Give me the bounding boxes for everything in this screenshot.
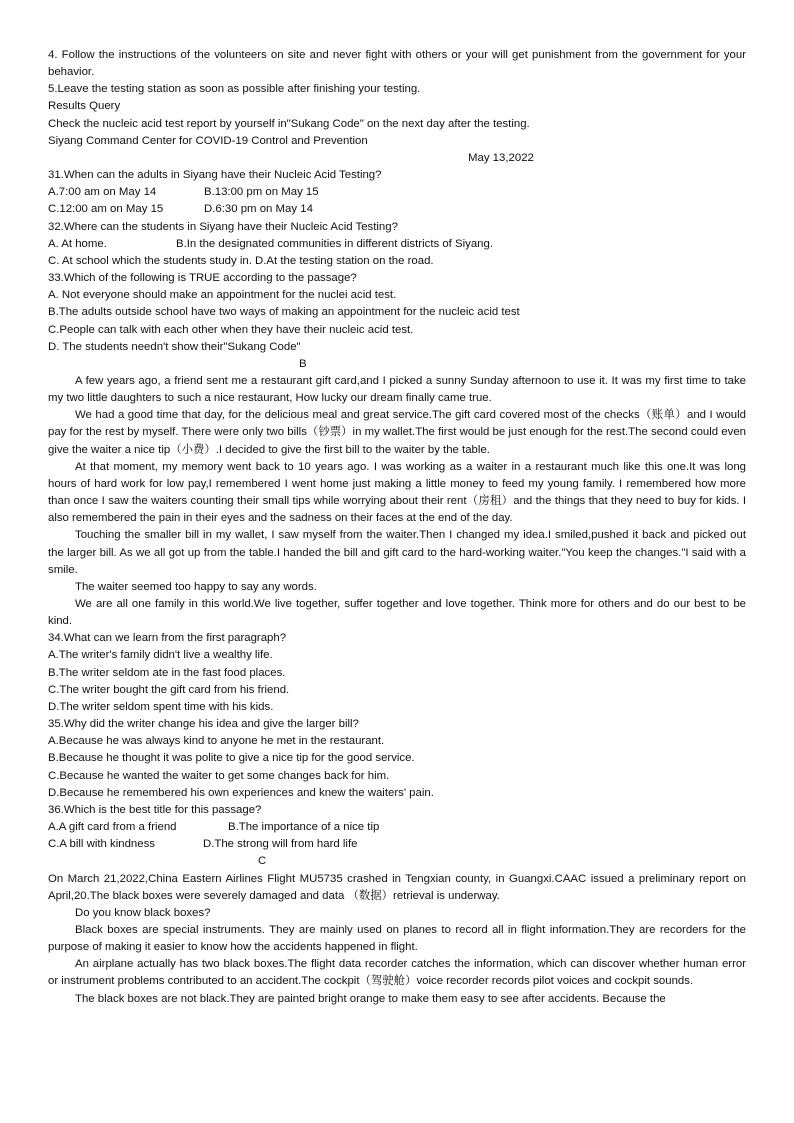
question-36-options-cd [48, 836, 746, 853]
option-34-d: D.The writer seldom spent time with his kids. [48, 700, 274, 713]
option-31-b: B.13:00 pm on May 15 [204, 186, 319, 199]
question-31-stem: 31.When can the adults in Siyang have their Nucleic Acid Testing? [48, 169, 382, 182]
results-text: Check the nucleic acid test report by yourself in"Sukang Code" on the next day after the testing. [48, 117, 530, 130]
passage-c-intro: On March 21,2022,China Eastern Airlines Flight MU5735 crashed in Tengxian county, in Guangxi.CAAC issued a preliminary report on April,20.The black boxes were severely damaged and data （数据）retrieval is underway. [48, 872, 746, 902]
option-34-b: B.The writer seldom ate in the fast food places. [48, 666, 286, 679]
question-32-stem: 32.Where can the students in Siyang have their Nucleic Acid Testing? [48, 220, 398, 233]
option-31-c: C.12:00 am on May 15 [48, 203, 164, 216]
option-33-c: C.People can talk with each other when they have their nucleic acid test. [48, 323, 414, 336]
option-33-a: A. Not everyone should make an appointment for the nuclei acid test. [48, 289, 397, 302]
option-36-b: B.The importance of a nice tip [228, 821, 380, 834]
notice-signature: Siyang Command Center for COVID-19 Control and Prevention [48, 134, 368, 147]
exam-page [48, 47, 746, 1008]
passage-c-label: C [258, 855, 267, 868]
passage-b-paragraph: Touching the smaller bill in my wallet, I saw myself from the waiter.Then I changed my idea.I smiled,pushed it back and picked out the larger bill. As we all got up from the table.I handed the bill and gift card to the hard-working waiter."You keep the changes."I said with a smile. [48, 529, 746, 576]
passage-c-paragraph: An airplane actually has two black boxes.The flight data recorder catches the information, which can discover whether human error or instrument problems contributed to an accident.The cockpit（驾驶舱）voice recorder records pilot voices and cockpit sounds. [48, 958, 746, 988]
option-33-b: B.The adults outside school have two ways of making an appointment for the nucleic acid test [48, 306, 520, 319]
notice-rule-5: 5.Leave the testing station as soon as possible after finishing your testing. [48, 83, 421, 96]
question-32-options-ab [48, 236, 746, 253]
option-34-c: C.The writer bought the gift card from his friend. [48, 683, 290, 696]
option-33-d: D. The students needn't show their"Sukang Code" [48, 340, 301, 353]
question-31-options-cd [48, 201, 746, 218]
results-heading: Results Query [48, 100, 121, 113]
question-35-stem: 35.Why did the writer change his idea and give the larger bill? [48, 718, 359, 731]
option-35-a: A.Because he was always kind to anyone he met in the restaurant. [48, 735, 385, 748]
option-34-a: A.The writer's family didn't live a wealthy life. [48, 649, 273, 662]
option-35-d: D.Because he remembered his own experiences and knew the waiters' pain. [48, 786, 434, 799]
passage-b-paragraph: We had a good time that day, for the delicious meal and great service.The gift card covered most of the checks（账单）and I would pay for the rest by myself. There were only two bills（钞票）in my wallet.The first would be just enough for the rest.The second could even give the waiter a nice tip（小费）.I decided to give the first bill to the waiter by the table. [48, 409, 746, 456]
question-33-stem: 33.Which of the following is TRUE according to the passage? [48, 272, 357, 285]
option-35-b: B.Because he thought it was polite to give a nice tip for the good service. [48, 752, 415, 765]
notice-rule-4: 4. Follow the instructions of the volunteers on site and never fight with others or your will get punishment from the government for your behavior. [48, 49, 746, 79]
option-31-a: A.7:00 am on May 14 [48, 186, 157, 199]
passage-b-paragraph: At that moment, my memory went back to 10 years ago. I was working as a waiter in a restaurant much like this one.It was long hours of hard work for low pay,I remembered I went home just making a little money to feed my young family. I remembered how more than once I saw the waiters counting their small tips while worrying about their rent（房租）and the things that they need to buy for kids. I also remembered the pain in their eyes and the sadness on their faces at the end of the day. [48, 460, 746, 525]
passage-b-label: B [299, 357, 307, 370]
notice-date: May 13,2022 [468, 151, 534, 164]
passage-b-paragraph: We are all one family in this world.We live together, suffer together and love together. Think more for others and do our best to be kind. [48, 598, 746, 628]
question-36-options-ab [48, 819, 746, 836]
question-34-stem: 34.What can we learn from the first paragraph? [48, 632, 287, 645]
passage-c-paragraph: The black boxes are not black.They are painted bright orange to make them easy to see after accidents. Because the [75, 992, 666, 1005]
passage-c-paragraph: Do you know black boxes? [75, 906, 211, 919]
question-31-options-ab [48, 184, 746, 201]
option-36-d: D.The strong will from hard life [203, 838, 358, 851]
option-36-c: C.A bill with kindness [48, 838, 155, 851]
question-36-stem: 36.Which is the best title for this passage? [48, 803, 262, 816]
option-32-b: B.In the designated communities in different districts of Siyang. [176, 237, 493, 250]
option-31-d: D.6:30 pm on May 14 [204, 203, 313, 216]
option-32-a: A. At home. [48, 237, 107, 250]
question-32-options-cd: C. At school which the students study in. D.At the testing station on the road. [48, 254, 434, 267]
option-36-a: A.A gift card from a friend [48, 821, 177, 834]
passage-b-paragraph: A few years ago, a friend sent me a restaurant gift card,and I picked a sunny Sunday afternoon to use it. It was my first time to take my two little daughters to such a nice restaurant, How lucky our dream finally came true. [48, 374, 746, 405]
passage-c-paragraph: Black boxes are special instruments. They are mainly used on planes to record all in flight information.They are recorders for the purpose of making it easier to know how the accidents happened in flight. [48, 923, 746, 954]
option-35-c: C.Because he wanted the waiter to get some changes back for him. [48, 769, 390, 782]
passage-b-paragraph: The waiter seemed too happy to say any words. [75, 580, 317, 593]
